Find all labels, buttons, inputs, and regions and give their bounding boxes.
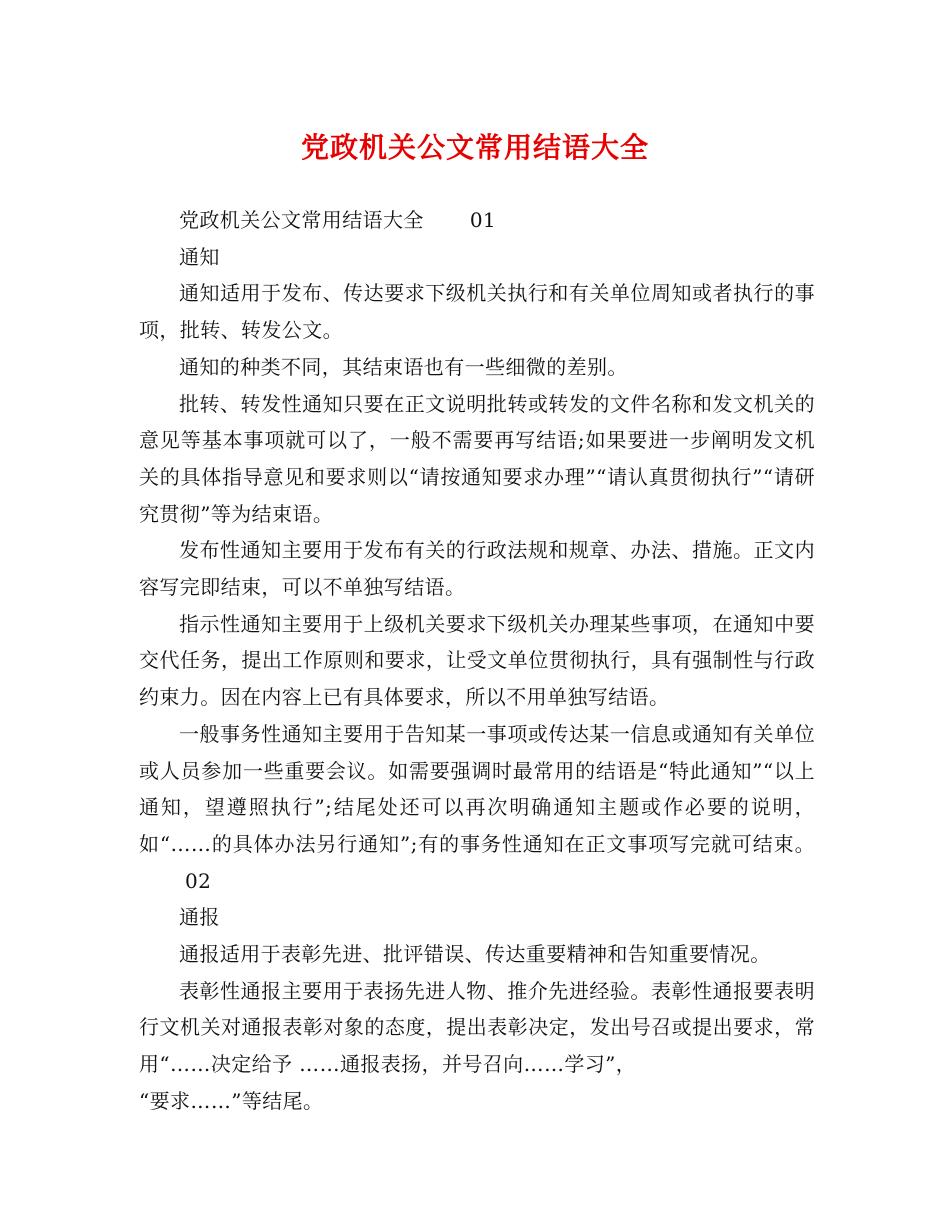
section-number: 01	[469, 208, 497, 232]
document-title: 党政机关公文常用结语大全	[300, 131, 649, 164]
paragraph: “要求……”等结尾。	[139, 1088, 324, 1113]
section-heading-bulletin: 通报	[179, 905, 220, 930]
document-body	[139, 202, 815, 1120]
paragraph	[139, 716, 815, 900]
heading-line	[139, 202, 815, 239]
section-number: 02	[185, 868, 212, 893]
section-heading-notice: 通知	[179, 244, 220, 269]
heading-line-text: 党政机关公文常用结语大全	[179, 208, 424, 232]
paragraph-text: 一般事务性通知主要用于告知某一事项或传达某一信息或通知有关单位或人员参加一些重要会议。如需要强调时最常用的结语是“特此通知”“以上通知，望遵照执行”;结尾处还可以再次明确通知主题或作必要的说明，如“……的具体办法另行通知”;有的事务性通知在正文事项写完就可结束。	[139, 721, 815, 856]
paragraph: 批转、转发性通知只要在正文说明批转或转发的文件名称和发文机关的意见等基本事项就可以了，一般不需要再写结语;如果要进一步阐明发文机关的具体指导意见和要求则以“请按通知要求办理”“请认真贯彻执行”“请研究贯彻”等为结束语。	[139, 391, 815, 526]
paragraph: 发布性通知主要用于发布有关的行政法规和规章、办法、措施。正文内容写完即结束，可以不单独写结语。	[139, 538, 815, 600]
paragraph: 指示性通知主要用于上级机关要求下级机关办理某些事项，在通知中要交代任务，提出工作原则和要求，让受文单位贯彻执行，具有强制性与行政约束力。因在内容上已有具体要求，所以不用单独写结语。	[139, 611, 815, 710]
paragraph: 表彰性通报主要用于表扬先进人物、推介先进经验。表彰性通报要表明行文机关对通报表彰对象的态度，提出表彰决定，发出号召或提出要求，常用“……决定给予 ……通报表扬，并号召向……学习”，	[139, 978, 815, 1077]
paragraph: 通报适用于表彰先进、批评错误、传达重要精神和告知重要情况。	[179, 942, 771, 967]
paragraph: 通知适用于发布、传达要求下级机关执行和有关单位周知或者执行的事项，批转、转发公文。	[139, 281, 815, 343]
paragraph: 通知的种类不同，其结束语也有一些细微的差别。	[179, 354, 628, 379]
